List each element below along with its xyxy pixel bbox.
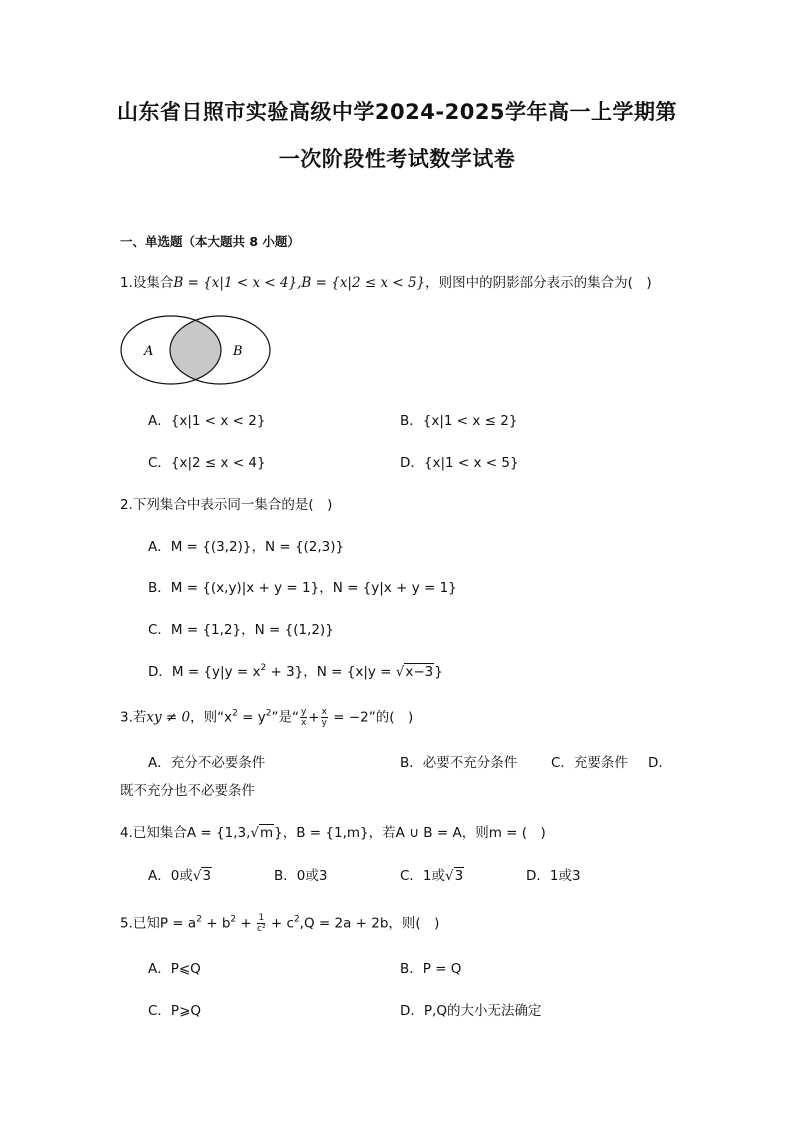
q5-plus: + [236,915,257,932]
document-title-line-1: 山东省日照市实验高级中学2024-2025学年高一上学期第 [116,100,678,124]
question-4-stem [120,823,546,843]
q3-frac2-num: x [321,707,327,717]
q1-option-d[interactable]: D．{x|1 < x < 5} [400,455,519,471]
venn-label-a: A [144,344,154,359]
q2d-exponent: 2 [260,663,267,673]
q1-stem-prefix: 1.设集合 [120,275,174,291]
q5-prefix: 5.已知P = a [120,915,197,932]
q3-fraction-2 [321,707,328,728]
venn-diagram [118,312,273,392]
q3-prefix: 3.若 [120,709,147,726]
q4-radicand: m [259,825,274,841]
q3-mid: ，则“x [190,709,233,726]
q1-stem-suffix: ，则图中的阴影部分表示的集合为( ) [425,275,652,291]
q3-exp-1: 2 [232,708,238,719]
section-heading: 一、单选题（本大题共 8 小题） [120,234,300,249]
q4-set-a-close: } [274,825,283,841]
q2-option-b[interactable]: B．M = {(x,y)|x + y = 1}，N = {y|x + y = 1} [148,580,457,596]
q2d-part2: + 3}，N = {x|y = √ [266,664,405,680]
q4-prefix: 4.已知集合 [120,825,187,841]
q1-option-c[interactable]: C．{x|2 ≤ x < 4} [148,455,266,471]
q2-option-d[interactable] [148,662,443,682]
q4-rest: ，B = {1,m}，若A ∪ B = A，则m = ( ) [282,825,546,841]
q2d-part1: D．M = {y|y = x [148,664,261,680]
q5-b: + b [201,915,231,932]
q5-frac-num: 1 [258,913,265,923]
q3-frac1-den: x [300,718,307,728]
q2-option-c[interactable]: C．M = {1,2}，N = {(1,2)} [148,622,334,638]
q5-exp-b: 2 [230,914,237,925]
q3-condition: xy ≠ 0 [146,709,191,726]
q3-frac1-num: y [300,707,307,717]
q5-option-b[interactable]: B．P = Q [400,961,462,977]
q4-option-c[interactable] [400,866,464,886]
q1-stem-sets: B = {x|1 < x < 4},B = {x|2 ≤ x < 5} [173,275,426,291]
q5-exp-c: 2 [293,914,300,925]
question-2-stem: 2.下列集合中表示同一集合的是( ) [120,497,333,513]
q5-option-d[interactable]: D．P,Q的大小无法确定 [400,1003,542,1019]
q3-mid3: ”是“ [271,709,299,726]
q4-option-a[interactable] [148,866,212,886]
q4c-radicand: 3 [454,868,464,884]
q4-option-d[interactable]: D．1或3 [526,868,581,884]
q2d-radicand: x−3 [405,664,434,680]
question-3-stem: 3.若xy ≠ 0，则“$x^2 = y^2$”是“ $\frac{y}{x}$ + $\frac{x}{y}$ = −2”的( ) [120,707,414,728]
q4a-text: A．0或√ [148,868,202,884]
q3-mid2: = y [237,709,266,726]
q2-option-a[interactable]: A．M = {(3,2)}，N = {(2,3)} [148,539,345,555]
q3-end: = −2”的( ) [328,709,414,726]
q3-exp-2: 2 [265,708,272,719]
q1-option-b[interactable]: B．{x|1 < x ≤ 2} [400,413,518,429]
q2d-part3: } [434,664,443,680]
q3-option-d-text[interactable]: 既不充分也不必要条件 [120,783,255,799]
q5-exp-a: 2 [196,914,202,925]
venn-label-b: B [233,344,243,359]
q4a-radicand: 3 [202,868,212,884]
q5-option-a[interactable]: A．P⩽Q [148,961,201,977]
q5-end: ,Q = 2a + 2b，则( ) [299,915,440,932]
q4c-text: C．1或√ [400,868,454,884]
q5-fraction [257,913,266,934]
q1-option-a[interactable]: A．{x|1 < x < 2} [148,413,266,429]
q5-option-c[interactable]: C．P⩾Q [148,1003,202,1019]
q5-c: + c [266,915,294,932]
q3-frac2-den: y [321,718,327,728]
q3-option-d-label[interactable]: D． [648,755,672,771]
q3-fraction-1 [300,707,307,728]
q5-frac-den: c² [257,924,266,934]
q4-set-a: A = {1,3,√ [186,825,259,841]
q3-option-b[interactable]: B．必要不充分条件 [400,755,518,771]
question-5-stem [120,913,439,934]
q4-option-b[interactable]: B．0或3 [274,868,328,884]
document-title-line-2: 一次阶段性考试数学试卷 [278,147,516,171]
question-1-stem [120,273,652,293]
q3-option-c[interactable]: C．充要条件 [551,755,628,771]
q3-option-a[interactable]: A．充分不必要条件 [148,755,266,771]
